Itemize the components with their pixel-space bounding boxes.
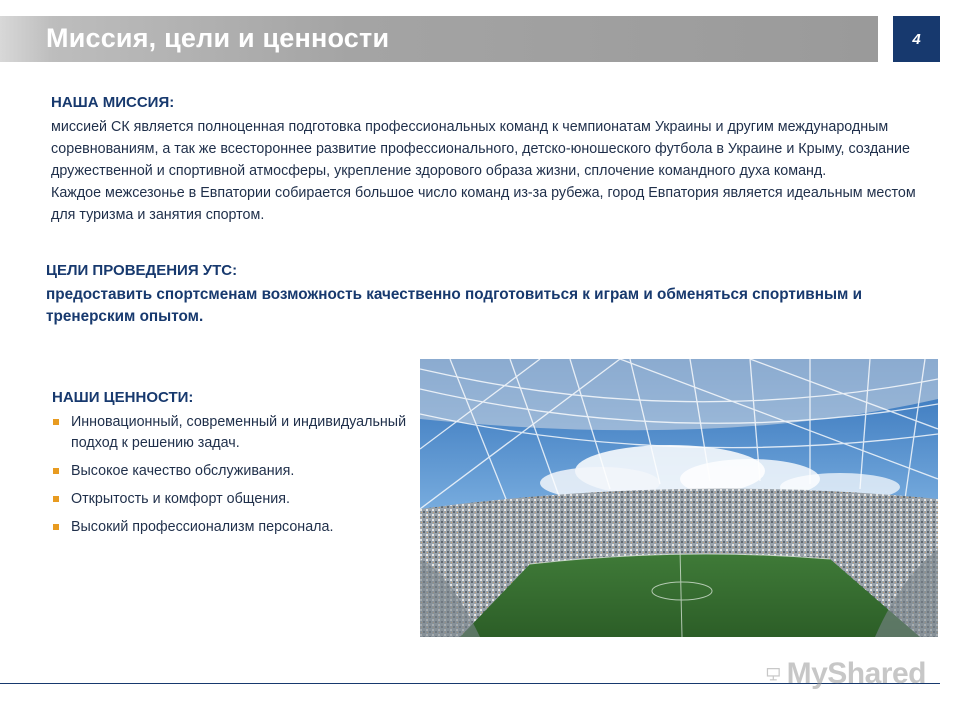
goals-text: предоставить спортсменам возможность качественно подготовиться к играм и обменяться спортивным и тренерским опытом.	[46, 286, 862, 325]
watermark-logo	[766, 656, 926, 692]
page-title: Миссия, цели и ценности	[46, 23, 390, 53]
goals-heading: ЦЕЛИ ПРОВЕДЕНИЯ УТС:	[46, 262, 238, 279]
bullet-icon	[53, 496, 59, 502]
bullet-icon	[53, 419, 59, 425]
list-item	[52, 412, 414, 454]
stadium-image	[420, 359, 938, 637]
list-item	[52, 461, 414, 482]
list-item	[52, 517, 414, 538]
mission-paragraph: Каждое межсезонье в Евпатории собирается большое число команд из-за рубежа, город Евпатория является идеальным местом для туризма и занятия спортом.	[51, 185, 916, 223]
list-item-text: Высокое качество обслуживания.	[71, 463, 295, 479]
list-item-text: Инновационный, современный и индивидуальный подход к решению задач.	[71, 414, 407, 451]
list-item	[52, 489, 414, 510]
stadium-illustration	[420, 359, 938, 637]
mission-heading: НАША МИССИЯ:	[51, 94, 175, 111]
bullet-icon	[53, 468, 59, 474]
mission-paragraph: миссией СК является полноценная подготовка профессиональных команд к чемпионатам Украины и другим международным соревнованиям, а так же всестороннее развитие профессионального, детско-юношеского футбола в Украине и Крыму, создание дружественной и спортивной атмосферы, укрепление здорового образа жизни, сплочение командного духа команд.	[51, 119, 910, 179]
bullet-icon	[53, 524, 59, 530]
watermark-text: MyShared	[786, 657, 926, 690]
list-item-text: Открытость и комфорт общения.	[71, 491, 290, 507]
values-list	[52, 412, 414, 545]
values-heading: НАШИ ЦЕННОСТИ:	[52, 389, 194, 406]
list-item-text: Высокий профессионализм персонала.	[71, 519, 334, 535]
page-number-badge: 4	[893, 16, 940, 62]
mission-text	[51, 116, 936, 226]
presentation-board-icon	[766, 659, 781, 689]
